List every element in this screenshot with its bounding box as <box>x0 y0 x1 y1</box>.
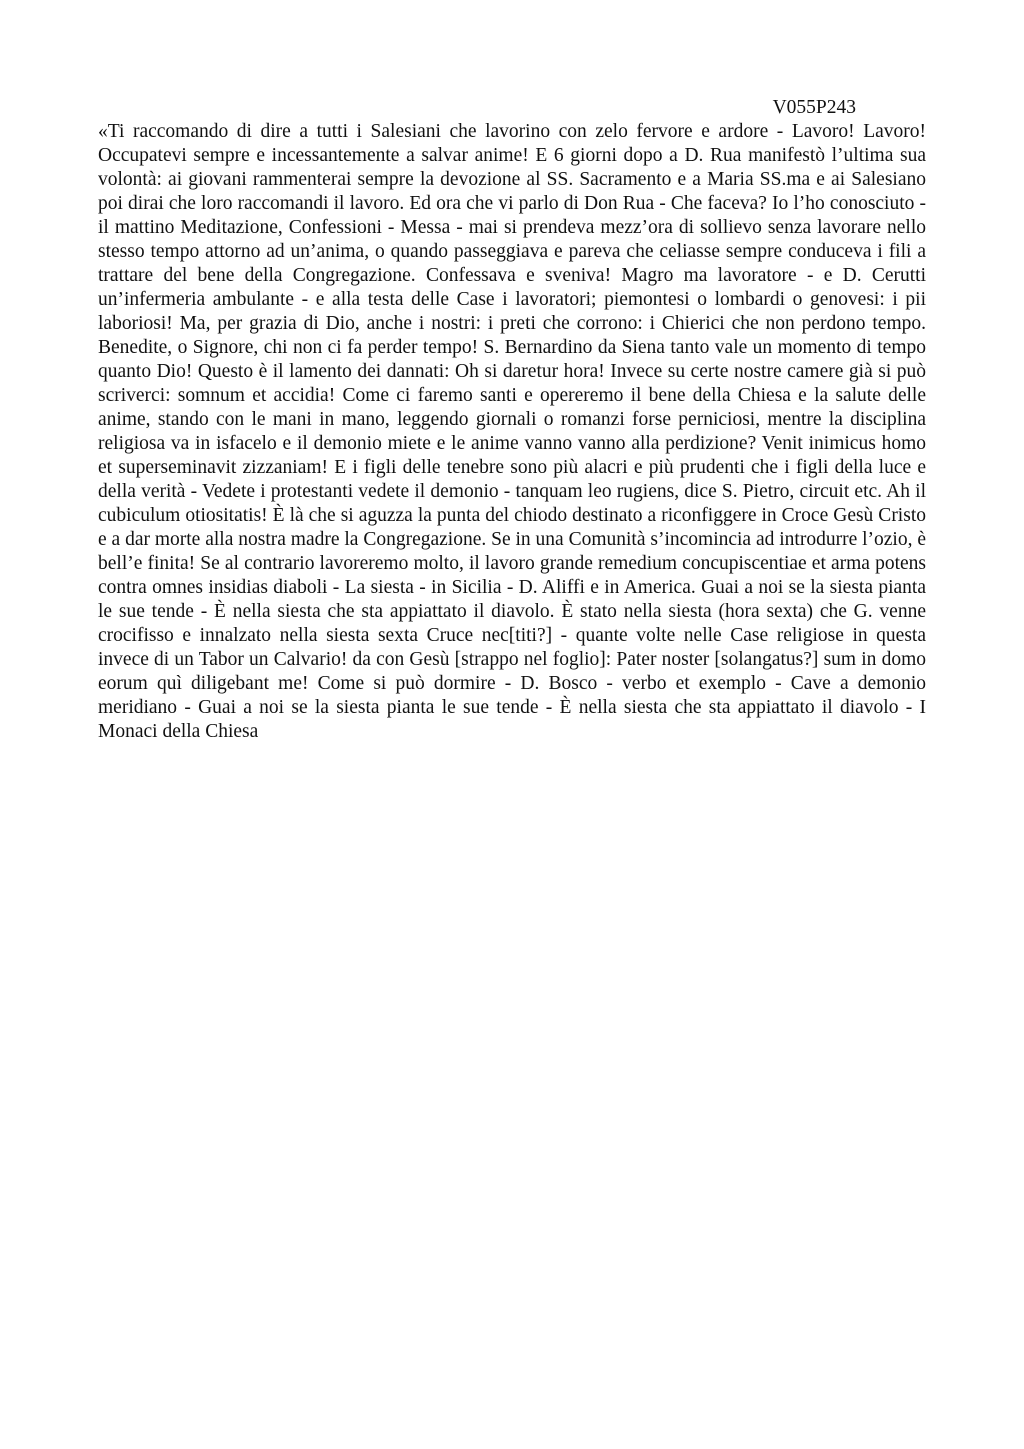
body-paragraph: «Ti raccomando di dire a tutti i Salesiani che lavorino con zelo fervore e ardore - Lavoro! Lavoro! Occupatevi sempre e incessantemente a salvar anime! E 6 giorni dopo a D. Rua manifestò l’ultima sua volontà: ai giovani rammenterai sempre la devozione al SS. Sacramento e a Maria SS.ma e ai Salesiano poi dirai che loro raccomandi il lavoro. Ed ora che vi parlo di Don Rua - Che faceva? Io l’ho conosciuto - il mattino Meditazione, Confessioni - Messa - mai si prendeva mezz’ora di sollievo senza lavorare nello stesso tempo attorno ad un’anima, o quando passeggiava e pareva che celiasse sempre conduceva i fili a trattare del bene della Congregazione. Confessava e sveniva! Magro ma lavoratore - e D. Cerutti un’infermeria ambulante - e alla testa delle Case i lavoratori; piemontesi o lombardi o genovesi: i pii laboriosi! Ma, per grazia di Dio, anche i nostri: i preti che corrono: i Chierici che non perdono tempo. Benedite, o Signore, chi non ci fa perder tempo! S. Bernardino da Siena tanto vale un momento di tempo quanto Dio! Questo è il lamento dei dannati: Oh si daretur hora! Invece su certe nostre camere già si può scriverci: somnum et accidia! Come ci faremo santi e opereremo il bene della Chiesa e la salute delle anime, stando con le mani in mano, leggendo giornali o romanzi forse perniciosi, mentre la disciplina religiosa va in isfacelo e il demonio miete e le anime vanno vanno alla perdizione? Venit inimicus homo et superseminavit zizzaniam! E i figli delle tenebre sono più alacri e più prudenti che i figli della luce e della verità - Vedete i protestanti vedete il demonio - tanquam leo rugiens, dice S. Pietro, circuit etc. Ah il cubiculum otiositatis! È là che si aguzza la punta del chiodo destinato a riconfiggere in Croce Gesù Cristo e a dar morte alla nostra madre la Congregazione. Se in una Comunità s’incomincia ad introdurre l’ozio, è bell’e finita! Se al contrario lavoreremo molto, il lavoro grande remedium concupiscentiae et arma potens contra omnes insidias diaboli - La siesta - in Sicilia - D. Aliffi e in America. Guai a noi se la siesta pianta le sue tende - È nella siesta che sta appiattato il diavolo. È stato nella siesta (hora sexta) che G. venne crocifisso e innalzato nella siesta sexta Cruce nec[titi?] - quante volte nelle Case religiose in questa invece di un Tabor un Calvario! da con Gesù [strappo nel foglio]: Pater noster [solangatus?] sum in domo eorum quì diligebant me! Come si può dormire - D. Bosco - verbo et exemplo - Cave a demonio meridiano - Guai a noi se la siesta pianta le sue tende - È nella siesta che sta appiattato il diavolo - I Monaci della Chiesa <box>98 121 926 742</box>
document-page <box>98 96 926 744</box>
page-identifier: V055P243 <box>772 97 856 118</box>
